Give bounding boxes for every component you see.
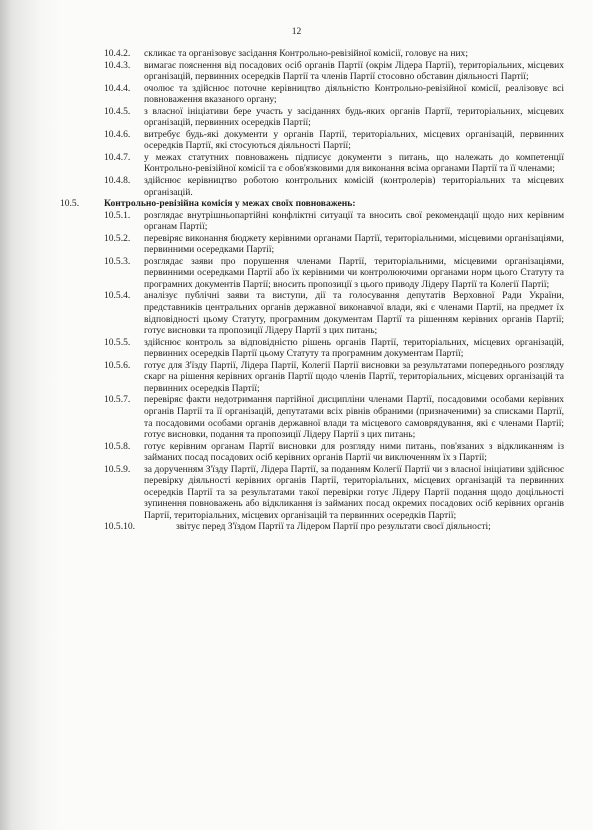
item-number: 10.4.7. — [104, 151, 131, 163]
list-item — [104, 290, 564, 336]
item-number: 10.5.10. — [104, 521, 136, 533]
item-number: 10.5.4. — [104, 290, 131, 302]
item-number: 10.4.4. — [104, 82, 131, 94]
item-text: розглядає внутрішньопартійні конфліктні ситуації та вносить свої рекомендації щодо них керівним органам Партії; — [144, 209, 564, 233]
list-item — [104, 337, 564, 360]
list-item — [104, 48, 564, 60]
item-number: 10.5.9. — [104, 463, 131, 475]
document-body — [60, 48, 564, 533]
item-text: здійснює керівництво роботою контрольних комісій (контролерів) територіальних та місцевих організацій. — [144, 175, 564, 198]
list-item — [104, 60, 564, 83]
item-text: у межах статутних повноважень підписує документи з питань, що належать до компетенції Контрольно-ревізійної комісії та є обов'язковими для виконання всіма органами Партії та її членами; — [144, 151, 564, 175]
item-text: розглядає заяви про порушення членами Партії, територіальними, місцевими організаціями, первинними осередками Партії або їх керівними чи контролюючими органами норм цього Статуту та програмних документів Партії; вносить пропозиції з цього приводу Лідеру Партії та Колегії Партії; — [144, 255, 564, 290]
item-number: 10.5.3. — [104, 255, 131, 267]
item-text: очолює та здійснює поточне керівництво діяльністю Контрольно-ревізійної комісії, реалізовує всі повноваження вказаного органу; — [144, 82, 564, 106]
list-item — [104, 210, 564, 233]
item-number: 10.4.5. — [104, 105, 131, 117]
item-text: витребує будь-які документи у органів Партії, територіальних, місцевих організацій, первинних осередків Партії, які стосуються діяльності Партії; — [144, 128, 564, 152]
list-item — [104, 394, 564, 440]
item-text: з власної ініціативи бере участь у засіданнях будь-яких органів Партії, територіальних, місцевих організацій, первинних осередків Партії; — [144, 105, 564, 129]
list-item — [104, 83, 564, 106]
item-text: готує для З'їзду Партії, Лідера Партії, Колегії Партії висновки за результатами попереднього розгляду скарг на рішення керівних органів Партії щодо членів Партії, територіальних, місцевих організацій та первинних осередків Партії; — [144, 359, 564, 394]
item-number: 10.5.6. — [104, 359, 131, 371]
list-item — [104, 152, 564, 175]
list-item — [104, 521, 564, 533]
item-text: скликає та організовує засідання Контрольно-ревізійної комісії, головує на них; — [144, 48, 468, 59]
item-number: 10.5.8. — [104, 440, 131, 452]
item-number: 10.4.3. — [104, 59, 131, 71]
item-text: Контрольно-ревізійна комісія у межах своїх повноважень: — [104, 198, 356, 210]
item-number: 10.5.7. — [104, 394, 131, 406]
list-item — [104, 360, 564, 395]
list-item — [104, 464, 564, 522]
page-number: 12 — [291, 27, 302, 37]
item-number: 10.4.6. — [104, 128, 131, 140]
item-text: перевіряє виконання бюджету керівними органами Партії, територіальними, місцевими організаціями, первинними осередками Партії; — [144, 232, 564, 256]
item-text: аналізує публічні заяви та виступи, дії та голосування депутатів Верховної Ради України, представників центральних органів державної виконавчої влади, які є членами Партії, на предмет їх відповідності цьому Статуту, програмним документам Партії та рішенням керівних органів Партії; готує висновки та пропозиції Лідеру Партії з цих питань; — [144, 290, 564, 337]
item-text: готує керівним органам Партії висновки для розгляду ними питань, пов'язаних з відкликанням із займаних посад посадових осіб керівних органів Партії чи виключенням їх з Партії; — [144, 440, 564, 464]
item-number: 10.5.1. — [104, 209, 131, 221]
section-heading — [60, 198, 564, 210]
item-text: звітує перед З'їздом Партії та Лідером Партії про результати своєї діяльності; — [176, 521, 491, 533]
list-item — [104, 175, 564, 198]
item-number: 10.5. — [60, 198, 80, 210]
list-item — [104, 106, 564, 129]
list-item — [104, 233, 564, 256]
item-text: здійснює контроль за відповідністю рішень органів Партії, територіальних, місцевих організацій, первинних осередків Партії цьому Статуту та програмним документам Партії; — [144, 336, 564, 360]
item-text: перевіряє факти недотримання партійної дисципліни членами Партії, посадовими особами керівних органів Партії та її організацій, депутатами всіх рівнів обраними (призначеними) за списками Партії, та посадовими особами органів державної влади та місцевого самоврядування, які є членами Партії; готує висновки, подання та пропозиції Лідеру Партії з цих питань; — [144, 394, 564, 441]
list-item — [104, 256, 564, 291]
item-number: 10.5.5. — [104, 336, 131, 348]
item-number: 10.5.2. — [104, 232, 131, 244]
item-text: вимагає пояснення від посадових осіб органів Партії (окрім Лідера Партії), територіальних, місцевих організацій, первинних осередків Партії та членів Партії стосовно обставин діяльності Партії; — [144, 59, 564, 83]
scan-edge-shadow — [0, 0, 60, 830]
list-item — [104, 441, 564, 464]
item-number: 10.4.8. — [104, 175, 131, 187]
list-item — [104, 129, 564, 152]
item-number: 10.4.2. — [104, 48, 131, 59]
item-text: за дорученням З'їзду Партії, Лідера Партії, за поданням Колегії Партії чи з власної ініціативи здійснює перевірку діяльності керівних органів Партії, територіальних, місцевих організацій та первинних осередків Партії та за результатами такої перевірки готує Лідеру Партії подання щодо доцільності зупинення повноважень або відкликання із займаних посад окремих посадових осіб керівних органів Партії, територіальних, місцевих організацій та первинних осередків Партії; — [144, 463, 564, 521]
